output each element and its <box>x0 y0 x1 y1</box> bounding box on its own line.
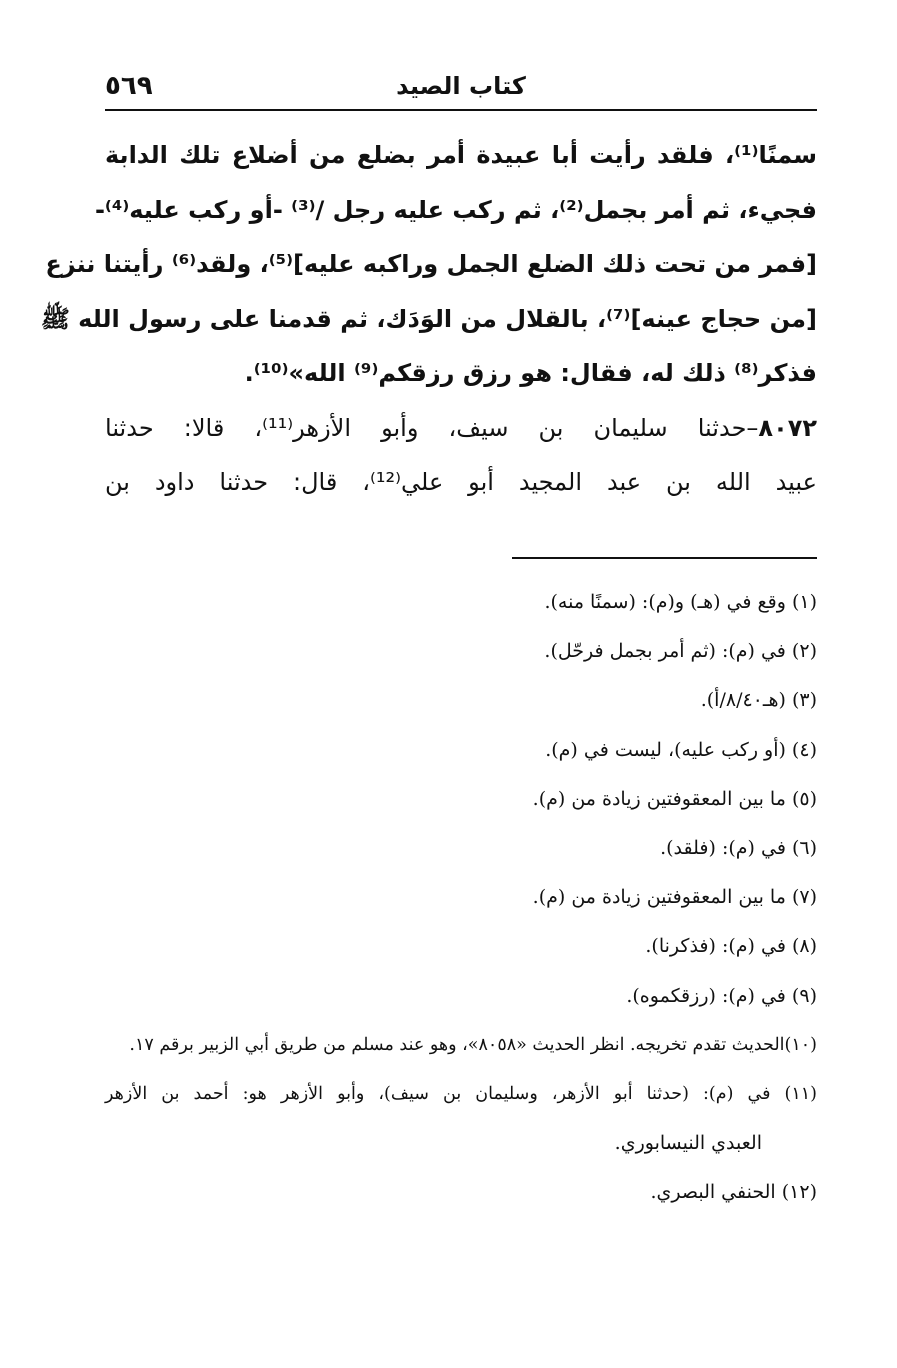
footnote: (١٠)الحديث تقدم تخريجه. انظر الحديث «٨٠٥٨»، وهو عند مسلم من طريق أبي الزبير برقم ١٧. <box>129 1034 817 1055</box>
footnote: (١٢) الحنفي البصري. <box>650 1181 817 1204</box>
footnote: (٨) في (م): (فذكرنا). <box>645 935 817 958</box>
page-header <box>105 68 817 104</box>
footnote: (٦) في (م): (فلقد). <box>660 836 817 859</box>
footnote: (٤) (أو ركب عليه)، ليست في (م). <box>545 738 817 761</box>
header-rule <box>105 109 817 111</box>
text-line: [فمر من تحت ذلك الضلع الجمل وراكبه عليه]⁽⁵⁾، ولقد⁽⁶⁾ رأيتنا ننزع <box>45 250 817 278</box>
footnote: (٧) ما بين المعقوفتين زيادة من (م). <box>532 886 817 909</box>
footnote: (٢) في (م): (ثم أمر بجمل فرحّل). <box>544 640 817 663</box>
text-line: سمنًا⁽¹⁾، فلقد رأيت أبا عبيدة أمر بضلع من أضلاع تلك الدابة <box>105 141 817 169</box>
footnote: (١١) في (م): (حدثنا أبو الأزهر، وسليمان بن سيف)، وأبو الأزهر هو: أحمد بن الأزهر <box>105 1083 817 1104</box>
text-line: فجيء، ثم أمر بجمل⁽²⁾، ثم ركب عليه رجل /⁽³⁾ -أو ركب عليه⁽⁴⁾- <box>94 195 817 224</box>
footnote: (١) وقع في (هـ) و(م): (سمنًا منه). <box>544 591 817 613</box>
footnote-continuation: العبدي النيسابوري. <box>614 1132 762 1155</box>
running-title: كتاب الصيد <box>396 72 526 100</box>
hadith-line: عبيد الله بن عبد المجيد أبو علي⁽¹²⁾، قال: حدثنا داود بن <box>105 468 817 496</box>
footnote: (٩) في (م): (رزقكموه). <box>626 984 817 1007</box>
footnote: (٥) ما بين المعقوفتين زيادة من (م). <box>532 787 817 810</box>
text-line: [من حجاج عينه]⁽⁷⁾، بالقلال من الوَدَك، ثم قدمنا على رسول الله ﷺ <box>40 304 817 333</box>
hadith-text: –حدثنا سليمان بن سيف، وأبو الأزهر⁽¹¹⁾، قالا: حدثنا <box>105 413 759 442</box>
footnote-separator <box>512 557 817 559</box>
main-text <box>40 128 818 510</box>
hadith-line <box>105 401 817 456</box>
text-line: فذكر⁽⁸⁾ ذلك له، فقال: هو رزق رزقكم⁽⁹⁾ الله»⁽¹⁰⁾. <box>244 359 817 387</box>
footnotes <box>105 578 817 1217</box>
footnote: (٣) (هـ٨/٤٠/أ). <box>700 689 817 712</box>
page-number: ٥٦٩ <box>105 71 153 101</box>
hadith-number: ٨٠٧٢ <box>758 413 818 442</box>
